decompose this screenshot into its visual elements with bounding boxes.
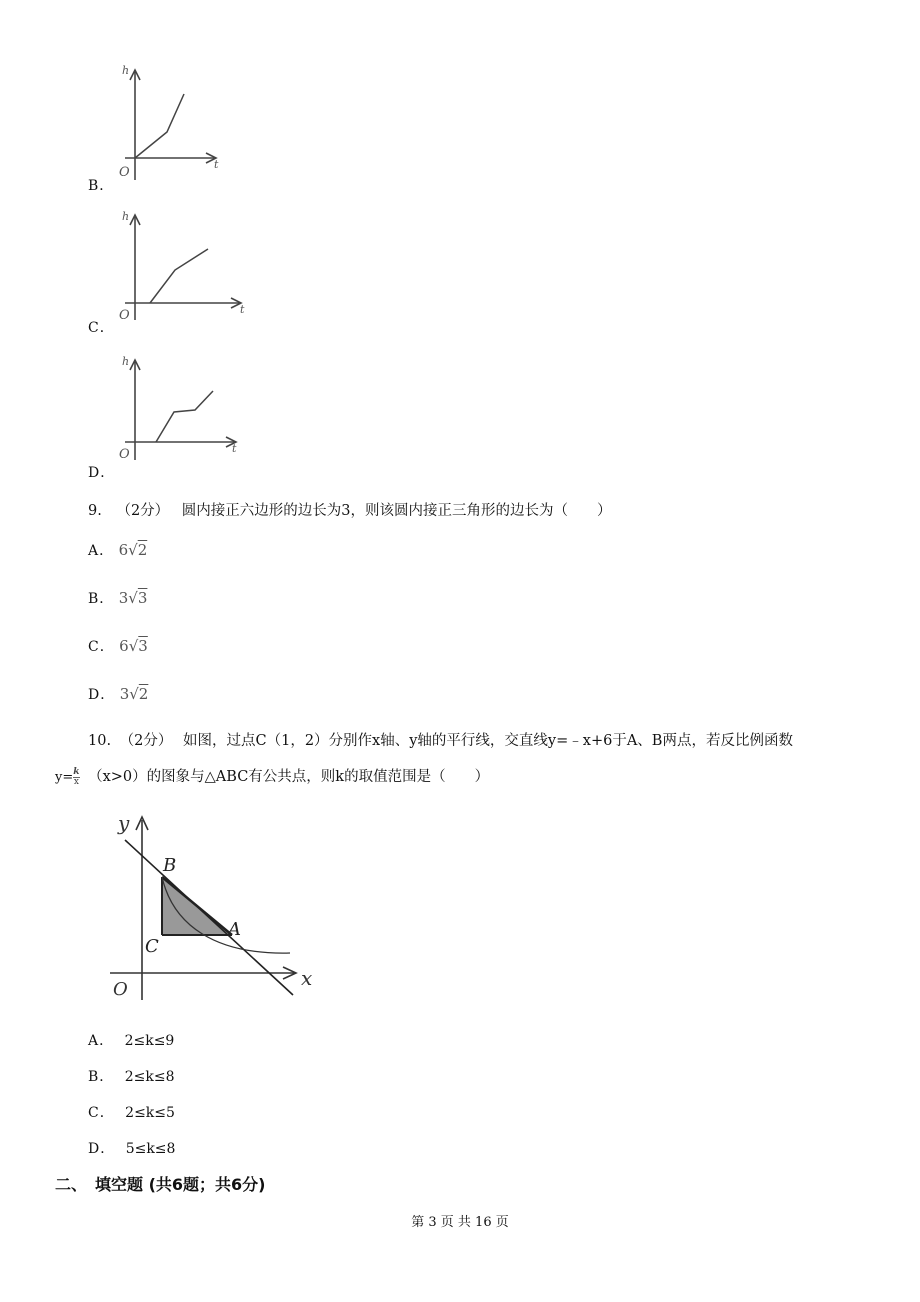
radicand: 3 — [138, 637, 148, 655]
radical-expression — [119, 637, 148, 655]
question-number: 10. — [88, 733, 112, 749]
option-text: 2≤k≤5 — [125, 1105, 175, 1121]
point-a-label: A — [228, 919, 241, 940]
radicand: 2 — [138, 685, 149, 703]
fraction-k-over-x — [73, 768, 79, 787]
sqrt-symbol: √ — [128, 637, 139, 655]
coefficient: 6 — [118, 541, 129, 559]
question-10-line-2 — [55, 765, 489, 787]
question-score: （2分） — [116, 503, 170, 519]
axis-t-label: t — [240, 303, 245, 316]
option-label: B． — [88, 591, 115, 607]
axis-t-label: t — [214, 158, 219, 171]
option-text: 2≤k≤8 — [124, 1069, 175, 1085]
axis-t-label: t — [232, 442, 237, 455]
axis-h-label: h — [122, 355, 130, 368]
section-2-title: 二、 填空题 (共6题；共6分) — [55, 1175, 266, 1194]
option-label: C． — [88, 639, 115, 655]
q10-option-d — [88, 1138, 175, 1158]
option-text: 2≤k≤9 — [124, 1033, 175, 1049]
option-d-label: D． — [88, 465, 116, 481]
point-c-label: C — [145, 936, 159, 957]
q10-option-a — [88, 1030, 174, 1050]
option-label: C． — [88, 1105, 115, 1121]
question-score: （2分） — [119, 733, 173, 749]
option-c-label: C． — [88, 320, 115, 336]
function-y-equals: y= — [55, 770, 74, 785]
radicand: 3 — [137, 589, 148, 607]
figure-q10 — [105, 805, 330, 1005]
coefficient: 3 — [119, 685, 130, 703]
origin-label: O — [113, 979, 128, 1000]
sqrt-symbol: √ — [128, 589, 138, 607]
q9-option-c — [88, 636, 148, 656]
origin-label: O — [119, 165, 130, 180]
question-text: 圆内接正六边形的边长为3，则该圆内接正三角形的边长为（ ） — [181, 503, 612, 519]
q10-option-b — [88, 1066, 175, 1086]
sqrt-symbol: √ — [129, 685, 139, 703]
graph-option-b — [110, 60, 230, 185]
radicand: 2 — [137, 541, 148, 559]
q10-option-c — [88, 1102, 175, 1122]
x-axis-label: x — [301, 966, 313, 990]
question-text: 如图，过点C（1，2）分别作x轴、y轴的平行线，交直线y=﹣x+6于A、B两点，若反比例函数 — [183, 733, 793, 749]
option-label: D． — [88, 1141, 116, 1157]
option-label: A． — [88, 1033, 115, 1049]
axis-h-label: h — [122, 64, 130, 77]
radical-expression — [119, 541, 148, 559]
coefficient: 3 — [118, 589, 129, 607]
option-b-label: B． — [88, 178, 115, 194]
origin-label: O — [119, 447, 130, 462]
graph-option-c — [110, 205, 250, 325]
coefficient: 6 — [119, 637, 129, 655]
option-label: D． — [88, 687, 116, 703]
question-text: （x>0）的图象与△ABC有公共点，则k的取值范围是（ ） — [88, 769, 490, 785]
radical-expression — [119, 589, 148, 607]
option-text: 5≤k≤8 — [125, 1141, 176, 1157]
graph-option-d — [110, 350, 250, 465]
option-label: A． — [88, 543, 115, 559]
question-10-line-1 — [88, 729, 793, 750]
q9-option-b — [88, 588, 147, 608]
page-footer: 第 3 页 共 16 页 — [411, 1215, 509, 1230]
axis-h-label: h — [122, 210, 130, 223]
question-number: 9. — [88, 503, 102, 519]
origin-label: O — [119, 308, 130, 323]
point-b-label: B — [163, 855, 177, 876]
option-label: B． — [88, 1069, 115, 1085]
y-axis-label: y — [118, 811, 130, 835]
fraction-numerator: k — [73, 766, 80, 777]
radical-expression — [120, 685, 149, 703]
sqrt-symbol: √ — [128, 541, 138, 559]
line-y-neg-x-plus-6 — [125, 840, 293, 995]
q9-option-d — [88, 684, 148, 704]
fraction-denominator: x — [73, 776, 79, 787]
q9-option-a — [88, 540, 147, 560]
question-9 — [88, 499, 612, 520]
